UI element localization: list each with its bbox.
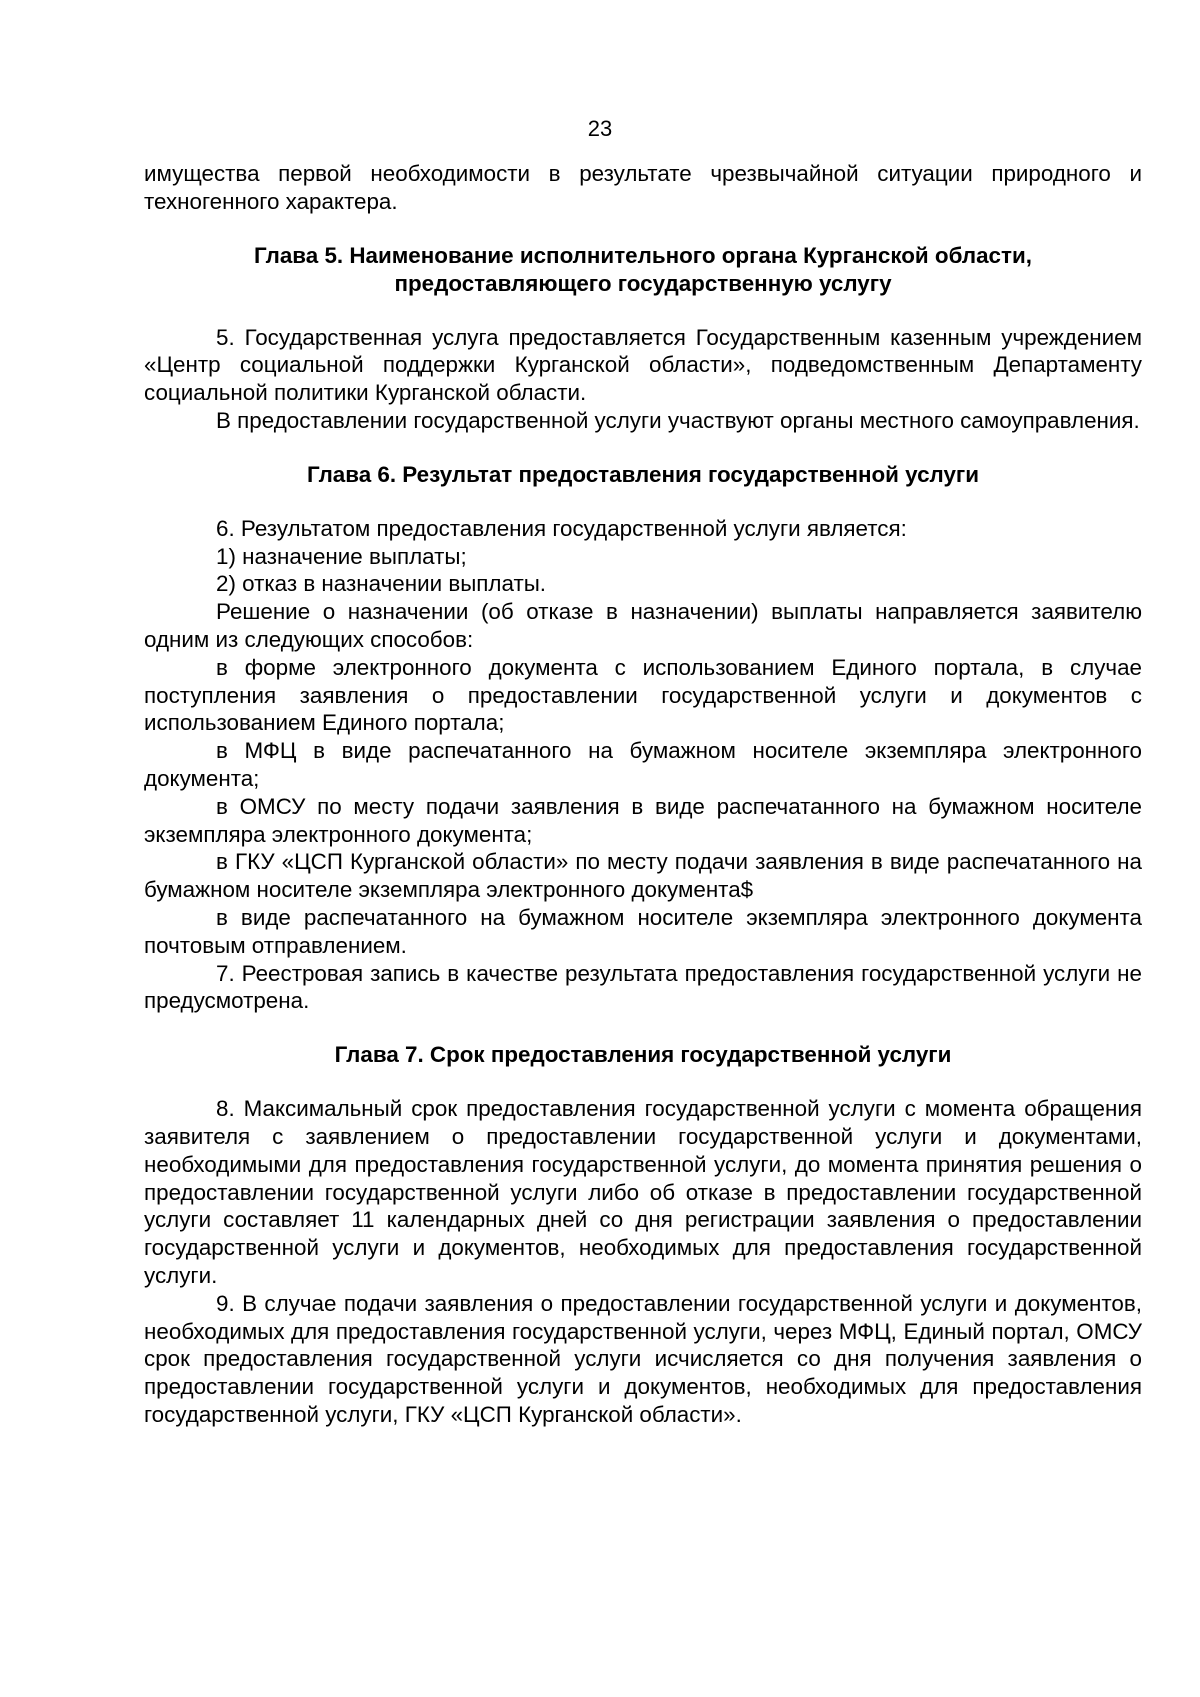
chapter6-paragraph: 7. Реестровая запись в качестве результата предоставления государственной услуги не предусмотрена. <box>144 960 1142 1014</box>
chapter7-paragraph: 9. В случае подачи заявления о предоставлении государственной услуги и документов, необходимых для предоставления государственной услуги, через МФЦ, Единый портал, ОМСУ срок предоставления государственной услуги исчисляется со дня получения заявления о предоставлении государственной услуги и документов, необходимых для предоставления государственной услуги, ГКУ «ЦСП Курганской области». <box>144 1290 1142 1427</box>
page-number: 23 <box>587 116 613 141</box>
chapter6-paragraph: в ОМСУ по месту подачи заявления в виде распечатанного на бумажном носителе экземпляра электронного документа; <box>144 793 1142 847</box>
chapter7-title: Глава 7. Срок предоставления государственной услуги <box>334 1042 952 1068</box>
chapter5-paragraph: В предоставлении государственной услуги участвуют органы местного самоуправления. <box>216 407 1140 433</box>
chapter6-paragraph: в МФЦ в виде распечатанного на бумажном носителе экземпляра электронного документа; <box>144 738 1142 791</box>
chapter5-title-line2: предоставляющего государственную услугу <box>394 270 892 296</box>
chapter6-paragraph: в форме электронного документа с использованием Единого портала, в случае поступления заявления о предоставлении государственной услуги и документов с использованием Единого портала; <box>144 654 1142 736</box>
chapter6-title: Глава 6. Результат предоставления государственной услуги <box>307 461 979 487</box>
chapter6-paragraph: 6. Результатом предоставления государственной услуги является: <box>216 515 907 541</box>
chapter6-paragraph: в ГКУ «ЦСП Курганской области» по месту подачи заявления в виде распечатанного на бумажном носителе экземпляра электронного документа$ <box>144 849 1142 903</box>
chapter5-title-line1: Глава 5. Наименование исполнительного органа Курганской области, <box>254 242 1032 268</box>
chapter5-title <box>144 242 1142 298</box>
chapter6-paragraph: 1) назначение выплаты; <box>216 543 467 569</box>
chapter7-paragraph: 8. Максимальный срок предоставления государственной услуги с момента обращения заявителя с заявлением о предоставлении государственной услуги и документами, необходимыми для предоставления государственной услуги, до момента принятия решения о предоставлении государственной услуги либо об отказе в предоставлении государственной услуги составляет 11 календарных дней со дня регистрации заявления о предоставлении государственной услуги и документов, необходимых для предоставления государственной услуги. <box>144 1096 1142 1288</box>
chapter5-paragraph: 5. Государственная услуга предоставляется Государственным казенным учреждением «Центр социальной поддержки Курганской области», подведомственным Департаменту социальной политики Курганской области. <box>144 324 1142 406</box>
chapter6-paragraph: 2) отказ в назначении выплаты. <box>216 571 547 597</box>
document-body <box>144 160 1142 1429</box>
chapter6-paragraph: в виде распечатанного на бумажном носителе экземпляра электронного документа почтовым отправлением. <box>144 904 1142 958</box>
intro-paragraph: имущества первой необходимости в результате чрезвычайной ситуации природного и техногенного характера. <box>144 161 1142 214</box>
chapter6-paragraph: Решение о назначении (об отказе в назначении) выплаты направляется заявителю одним из следующих способов: <box>144 599 1142 652</box>
